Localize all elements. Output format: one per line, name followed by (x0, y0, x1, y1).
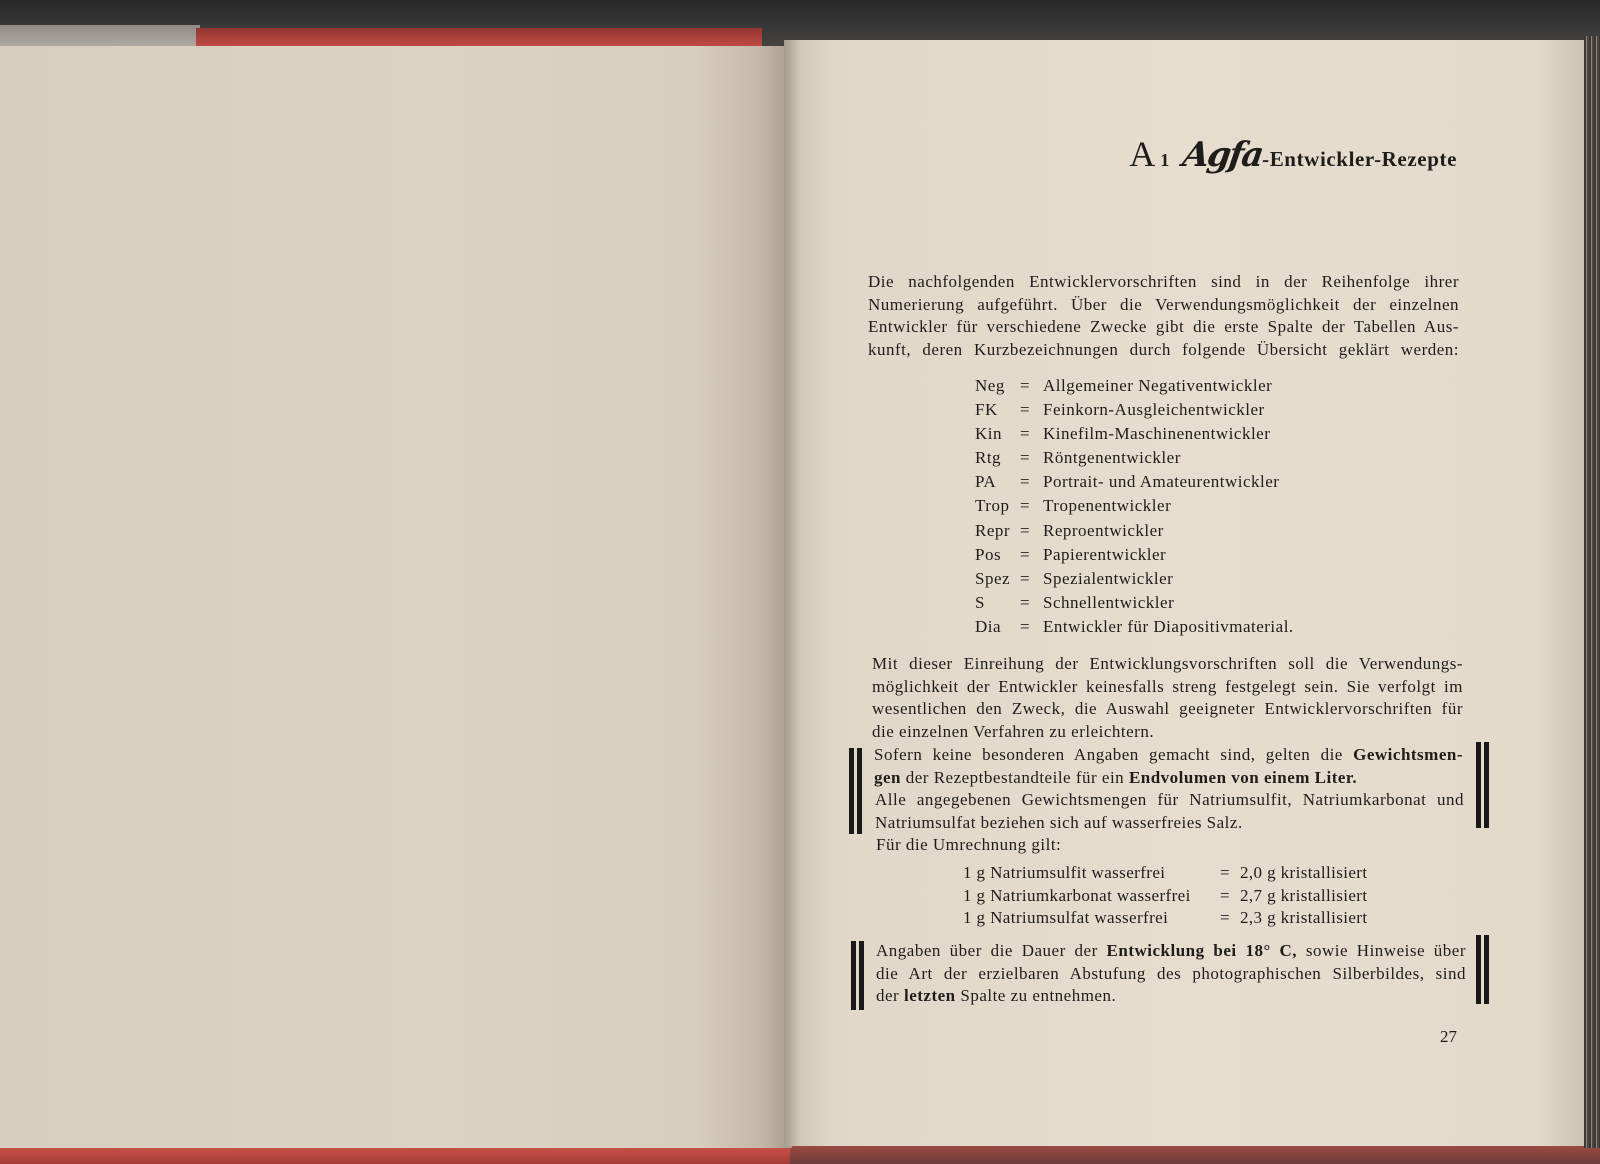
abbreviation-code: Kin (975, 424, 1002, 444)
abbreviation-meaning: Tropenentwickler (1043, 496, 1172, 516)
book-cover-edge-bottom (0, 1146, 800, 1164)
equals-sign: = (1020, 472, 1031, 492)
text-line: Für die Umrechnung gilt: (876, 835, 1062, 854)
abbreviation-code: Rtg (975, 448, 1002, 468)
bar-stroke (1476, 742, 1481, 828)
equals-sign: = (1020, 592, 1031, 612)
text-line: Alle angegebenen Gewichtsmengen für Natriumsulfit, Natriumkarbonat und (875, 790, 1464, 809)
abbreviation-code: Dia (975, 616, 1002, 636)
abbreviation-code: Pos (975, 544, 1002, 564)
text-line: Mit dieser Einreihung der Entwicklungsvorschriften soll die Verwendungs- (872, 654, 1463, 673)
text-segment: der Rezeptbestandteile für ein (901, 767, 1129, 787)
equals-sign: = (1020, 496, 1031, 516)
text-segment: sowie Hinweise über (1297, 941, 1467, 960)
book-cover-edge-bottom-right (790, 1146, 1600, 1164)
margin-bar-left-lower (851, 941, 864, 1010)
abbreviation-meaning: Spezialentwickler (1043, 568, 1174, 588)
weights-note-paragraph (874, 744, 1463, 789)
agfa-logo: Agfa (1180, 135, 1265, 175)
text-line: die einzelnen Verfahren zu erleichtern. (872, 721, 1155, 741)
equals-sign: = (1020, 520, 1031, 540)
margin-bar-left-upper (849, 748, 862, 834)
timing-note-paragraph (876, 940, 1466, 1008)
conversion-right: 2,7 g kristallisiert (1240, 885, 1368, 905)
conversion-table (963, 862, 1367, 930)
text-segment: Spalte zu entnehmen. (955, 986, 1117, 1006)
margin-bar-right-upper (1476, 742, 1489, 828)
anhydrous-note-paragraph (875, 789, 1464, 834)
abbreviation-code: PA (975, 472, 997, 492)
conversion-left: 1 g Natriumkarbonat wasserfrei (963, 885, 1191, 905)
abbreviation-code: Spez (975, 568, 1011, 588)
section-number: 1 (1160, 150, 1170, 170)
text-line: möglichkeit der Entwickler keinesfalls streng festgelegt sein. Sie verfolgt im (872, 676, 1463, 696)
bold-segment: Endvolumen von einem Liter. (1128, 767, 1358, 787)
text-line (876, 985, 1466, 1008)
text-line (874, 767, 1463, 790)
text-segment: Angaben über die Dauer der (876, 941, 1107, 960)
text-line: die Art der erzielbaren Abstufung des photographischen Silberbildes, sind (876, 963, 1466, 983)
abbreviation-meaning: Papierentwickler (1043, 544, 1167, 564)
equals-sign: = (1220, 863, 1230, 882)
abbreviation-meaning: Schnellentwickler (1043, 592, 1175, 612)
text-line: Numerierung aufgeführt. Über die Verwendungsmöglichkeit der einzelnen (868, 294, 1459, 314)
abbreviation-meaning: Kinefilm-Maschinenentwickler (1043, 424, 1271, 444)
bar-stroke (857, 748, 862, 834)
section-heading (1129, 134, 1457, 175)
bar-stroke (851, 941, 856, 1010)
conversion-right: 2,3 g kristallisiert (1240, 908, 1368, 927)
abbreviation-code: Repr (975, 520, 1011, 540)
bold-segment: Entwicklung bei 18° C, (1106, 941, 1298, 960)
bold-segment: gen (874, 767, 901, 787)
section-letter: A (1129, 134, 1156, 174)
text-segment: der (876, 986, 904, 1006)
bar-stroke (1484, 935, 1489, 1004)
book-cover-edge-top (196, 28, 762, 48)
text-line: kunft, deren Kurzbezeichnungen durch folgende Übersicht geklärt werden: (868, 339, 1459, 359)
equals-sign: = (1020, 544, 1031, 564)
abbreviation-code: Neg (975, 376, 1005, 395)
conversion-intro (876, 834, 1061, 857)
abbreviation-meaning: Allgemeiner Negativentwickler (1043, 376, 1273, 395)
text-line: wesentlichen den Zweck, die Auswahl geeigneter Entwicklervorschriften für (872, 699, 1463, 719)
abbreviation-meaning: Feinkorn-Ausgleichentwickler (1043, 400, 1265, 420)
equals-sign: = (1220, 908, 1230, 927)
equals-sign: = (1020, 568, 1031, 588)
abbreviation-code: FK (975, 400, 998, 420)
equals-sign: = (1020, 448, 1031, 468)
abbreviation-list (975, 374, 1294, 639)
text-line: Natriumsulfat beziehen sich auf wasserfreies Salz. (875, 812, 1243, 832)
bar-stroke (1484, 742, 1489, 828)
abbreviation-meaning: Portrait- und Amateurentwickler (1043, 472, 1280, 492)
bold-segment: Gewichtsmen- (1353, 745, 1463, 764)
abbreviation-code: Trop (975, 496, 1010, 516)
conversion-left: 1 g Natriumsulfat wasserfrei (963, 908, 1169, 927)
bar-stroke (859, 941, 864, 1010)
scope-paragraph (872, 653, 1463, 743)
intro-paragraph (868, 271, 1459, 361)
abbreviation-code: S (975, 592, 985, 612)
text-line: Die nachfolgenden Entwicklervorschriften sind in der Reihenfolge ihrer (868, 272, 1459, 291)
text-segment: Sofern keine besonderen Angaben gemacht sind, gelten die (874, 745, 1354, 764)
text-line: Entwickler für verschiedene Zwecke gibt die erste Spalte der Tabellen Aus- (868, 317, 1459, 337)
abbreviation-meaning: Reproentwickler (1043, 520, 1164, 540)
heading-title: -Entwickler-Rezepte (1262, 147, 1457, 171)
bold-segment: letzten (903, 986, 956, 1006)
equals-sign: = (1020, 376, 1031, 395)
text-line (876, 940, 1466, 963)
bar-stroke (849, 748, 854, 834)
equals-sign: = (1020, 424, 1031, 444)
margin-bar-right-lower (1476, 935, 1489, 1004)
equals-sign: = (1220, 885, 1230, 905)
equals-sign: = (1020, 616, 1031, 636)
bar-stroke (1476, 935, 1481, 1004)
equals-sign: = (1020, 400, 1031, 420)
left-page-blank (0, 46, 792, 1148)
page-number: 27 (1440, 1027, 1457, 1046)
abbreviation-meaning: Röntgenentwickler (1043, 448, 1181, 468)
conversion-left: 1 g Natriumsulfit wasserfrei (963, 863, 1166, 882)
text-line (874, 744, 1463, 767)
conversion-right: 2,0 g kristallisiert (1240, 863, 1368, 882)
page-stack-edges (1584, 36, 1600, 1148)
abbreviation-meaning: Entwickler für Diapositivmaterial. (1043, 616, 1294, 636)
